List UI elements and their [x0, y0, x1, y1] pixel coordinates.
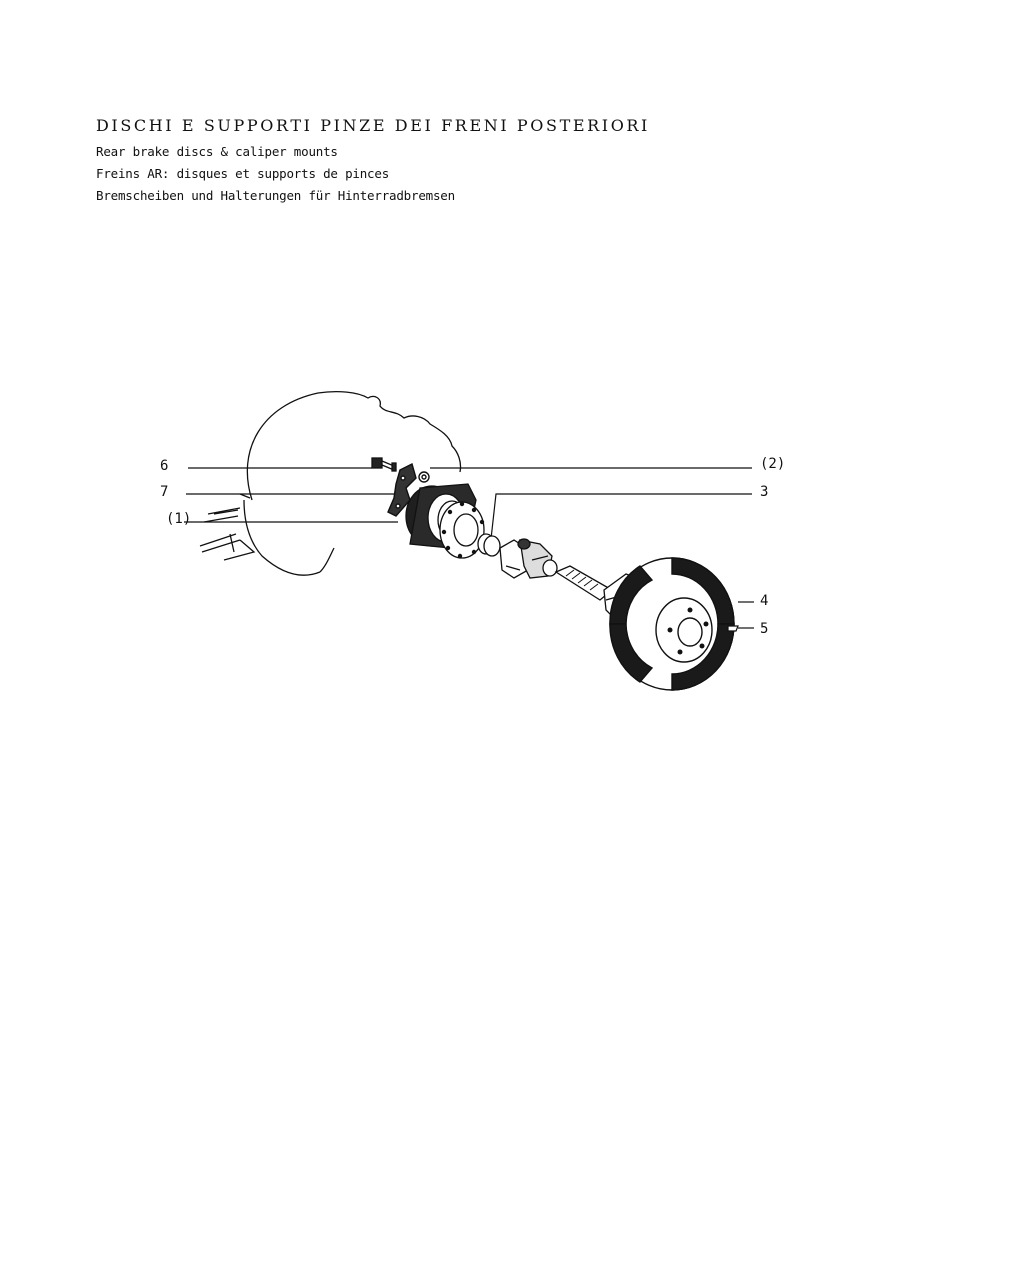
brake-disc-part-4 — [610, 558, 734, 690]
subtitle-german: Bremscheiben und Halterungen für Hinterradbremsen — [96, 188, 455, 203]
subtitle-english: Rear brake discs & caliper mounts — [96, 144, 338, 159]
washer-part-2 — [419, 472, 429, 482]
differential-housing-outline — [200, 392, 461, 576]
callout-7: 7 — [160, 484, 169, 500]
callout-1: (1) — [166, 511, 192, 527]
bushing — [478, 534, 500, 556]
flange-part-3 — [440, 502, 484, 558]
bolt-part-6 — [372, 458, 396, 471]
screw-part-5 — [728, 626, 738, 631]
callout-2: (2) — [760, 456, 786, 472]
axle-shaft — [556, 566, 612, 600]
universal-joint — [500, 539, 557, 578]
page-title: DISCHI E SUPPORTI PINZE DEI FRENI POSTERIORI — [96, 116, 650, 135]
subtitle-french: Freins AR: disques et supports de pinces — [96, 166, 390, 181]
callout-4: 4 — [760, 593, 769, 609]
leader-3 — [490, 494, 752, 548]
callout-5: 5 — [760, 621, 769, 637]
callout-6: 6 — [160, 458, 169, 474]
callout-3: 3 — [760, 484, 769, 500]
